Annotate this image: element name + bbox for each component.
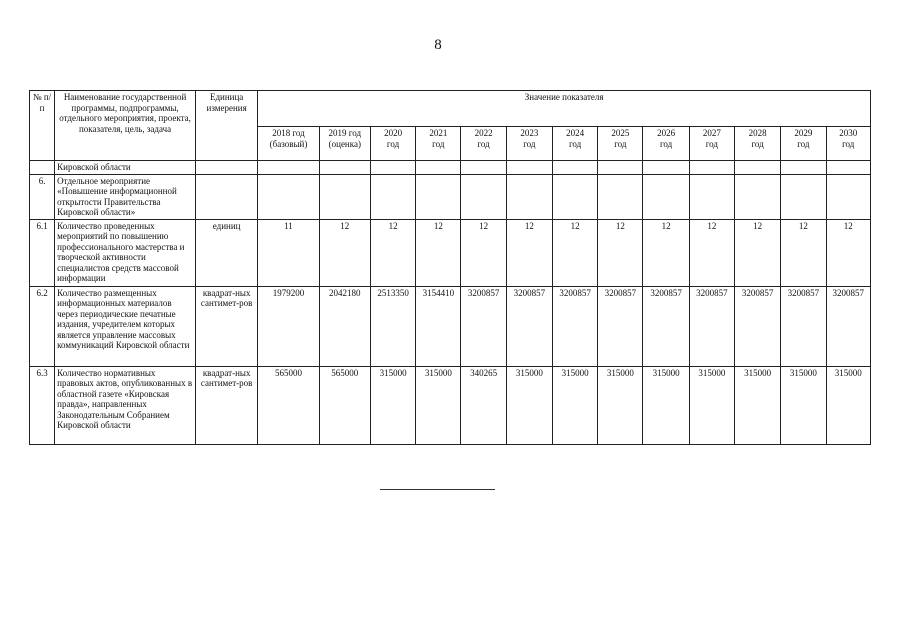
row-value: 3200857 (689, 286, 734, 366)
year-header: 2029 год (781, 127, 826, 161)
row-value: 315000 (689, 366, 734, 444)
row-value (643, 161, 689, 175)
row-value: 3154410 (416, 286, 461, 366)
row-value (552, 161, 597, 175)
row-value (506, 161, 552, 175)
row-num: 6.3 (30, 366, 55, 444)
row-num (30, 161, 55, 175)
row-value (781, 174, 826, 219)
closing-rule (380, 489, 495, 490)
row-num: 6. (30, 174, 55, 219)
row-value (416, 161, 461, 175)
row-value: 315000 (506, 366, 552, 444)
row-name: Количество нормативных правовых актов, опубликованных в областной газете «Кировская правда», направленных Законодательным Собранием Кировской области (55, 366, 196, 444)
row-value: 12 (461, 219, 506, 286)
row-value: 3200857 (643, 286, 689, 366)
row-value (598, 161, 643, 175)
row-value (416, 174, 461, 219)
row-value (734, 161, 780, 175)
row-value: 12 (734, 219, 780, 286)
row-value: 12 (552, 219, 597, 286)
row-num: 6.1 (30, 219, 55, 286)
row-value (258, 174, 319, 219)
table-row (30, 219, 871, 286)
row-value (319, 174, 370, 219)
row-value: 12 (826, 219, 871, 286)
row-value: 3200857 (461, 286, 506, 366)
row-name: Кировской области (55, 161, 196, 175)
row-value: 315000 (734, 366, 780, 444)
row-value (689, 174, 734, 219)
year-header: 2019 год (оценка) (319, 127, 370, 161)
row-value: 12 (643, 219, 689, 286)
table-row (30, 366, 871, 444)
year-header: 2024 год (552, 127, 597, 161)
row-value: 3200857 (506, 286, 552, 366)
row-value: 12 (370, 219, 415, 286)
row-value: 12 (689, 219, 734, 286)
row-unit (195, 174, 257, 219)
row-value: 3200857 (734, 286, 780, 366)
row-value (643, 174, 689, 219)
year-header: 2020 год (370, 127, 415, 161)
indicators-table (29, 90, 871, 445)
row-value: 3200857 (781, 286, 826, 366)
header-row (30, 91, 871, 127)
year-header: 2026 год (643, 127, 689, 161)
year-header: 2025 год (598, 127, 643, 161)
row-name: Количество проведенных мероприятий по повышению профессионального мастерства и творческой активности специалистов средств массовой информации (55, 219, 196, 286)
row-value: 12 (416, 219, 461, 286)
row-name: Отдельное мероприятие «Повышение информационной открытости Правительства Кировской области» (55, 174, 196, 219)
row-value (258, 161, 319, 175)
row-value: 3200857 (598, 286, 643, 366)
row-value: 12 (598, 219, 643, 286)
row-value: 11 (258, 219, 319, 286)
row-value (734, 174, 780, 219)
page-number: 8 (434, 37, 442, 53)
row-value: 315000 (781, 366, 826, 444)
row-value: 3200857 (826, 286, 871, 366)
year-header: 2022 год (461, 127, 506, 161)
header-value: Значение показателя (258, 91, 871, 127)
row-unit: квадрат-ных сантимет-ров (195, 366, 257, 444)
row-value: 315000 (643, 366, 689, 444)
row-value (370, 174, 415, 219)
row-value (461, 174, 506, 219)
row-value: 340265 (461, 366, 506, 444)
row-value: 2513350 (370, 286, 415, 366)
year-header: 2018 год (базовый) (258, 127, 319, 161)
row-value (781, 161, 826, 175)
row-value: 565000 (258, 366, 319, 444)
row-value: 315000 (416, 366, 461, 444)
row-value (689, 161, 734, 175)
row-unit: единиц (195, 219, 257, 286)
row-value (370, 161, 415, 175)
row-value: 565000 (319, 366, 370, 444)
table-row (30, 174, 871, 219)
row-value (598, 174, 643, 219)
row-unit: квадрат-ных сантимет-ров (195, 286, 257, 366)
year-header: 2030 год (826, 127, 871, 161)
year-header: 2023 год (506, 127, 552, 161)
row-value (826, 174, 871, 219)
row-value (826, 161, 871, 175)
row-value (552, 174, 597, 219)
row-value: 12 (781, 219, 826, 286)
table-row (30, 161, 871, 175)
table-row (30, 286, 871, 366)
header-unit: Единица измерения (195, 91, 257, 161)
row-value: 12 (319, 219, 370, 286)
year-header: 2021 год (416, 127, 461, 161)
row-value (461, 161, 506, 175)
row-value: 315000 (370, 366, 415, 444)
row-unit (195, 161, 257, 175)
header-num: № п/п (30, 91, 55, 161)
row-value: 315000 (552, 366, 597, 444)
row-value: 3200857 (552, 286, 597, 366)
row-name: Количество размещенных информационных материалов через периодические печатные издания, учредителем которых является управление массовых коммуникаций Кировской области (55, 286, 196, 366)
row-num: 6.2 (30, 286, 55, 366)
row-value (319, 161, 370, 175)
year-header: 2027 год (689, 127, 734, 161)
year-header: 2028 год (734, 127, 780, 161)
row-value: 12 (506, 219, 552, 286)
row-value (506, 174, 552, 219)
row-value: 2042180 (319, 286, 370, 366)
row-value: 1979200 (258, 286, 319, 366)
header-name: Наименование государственной программы, подпрограммы, отдельного мероприятия, проекта, показателя, цель, задача (55, 91, 196, 161)
row-value: 315000 (598, 366, 643, 444)
row-value: 315000 (826, 366, 871, 444)
